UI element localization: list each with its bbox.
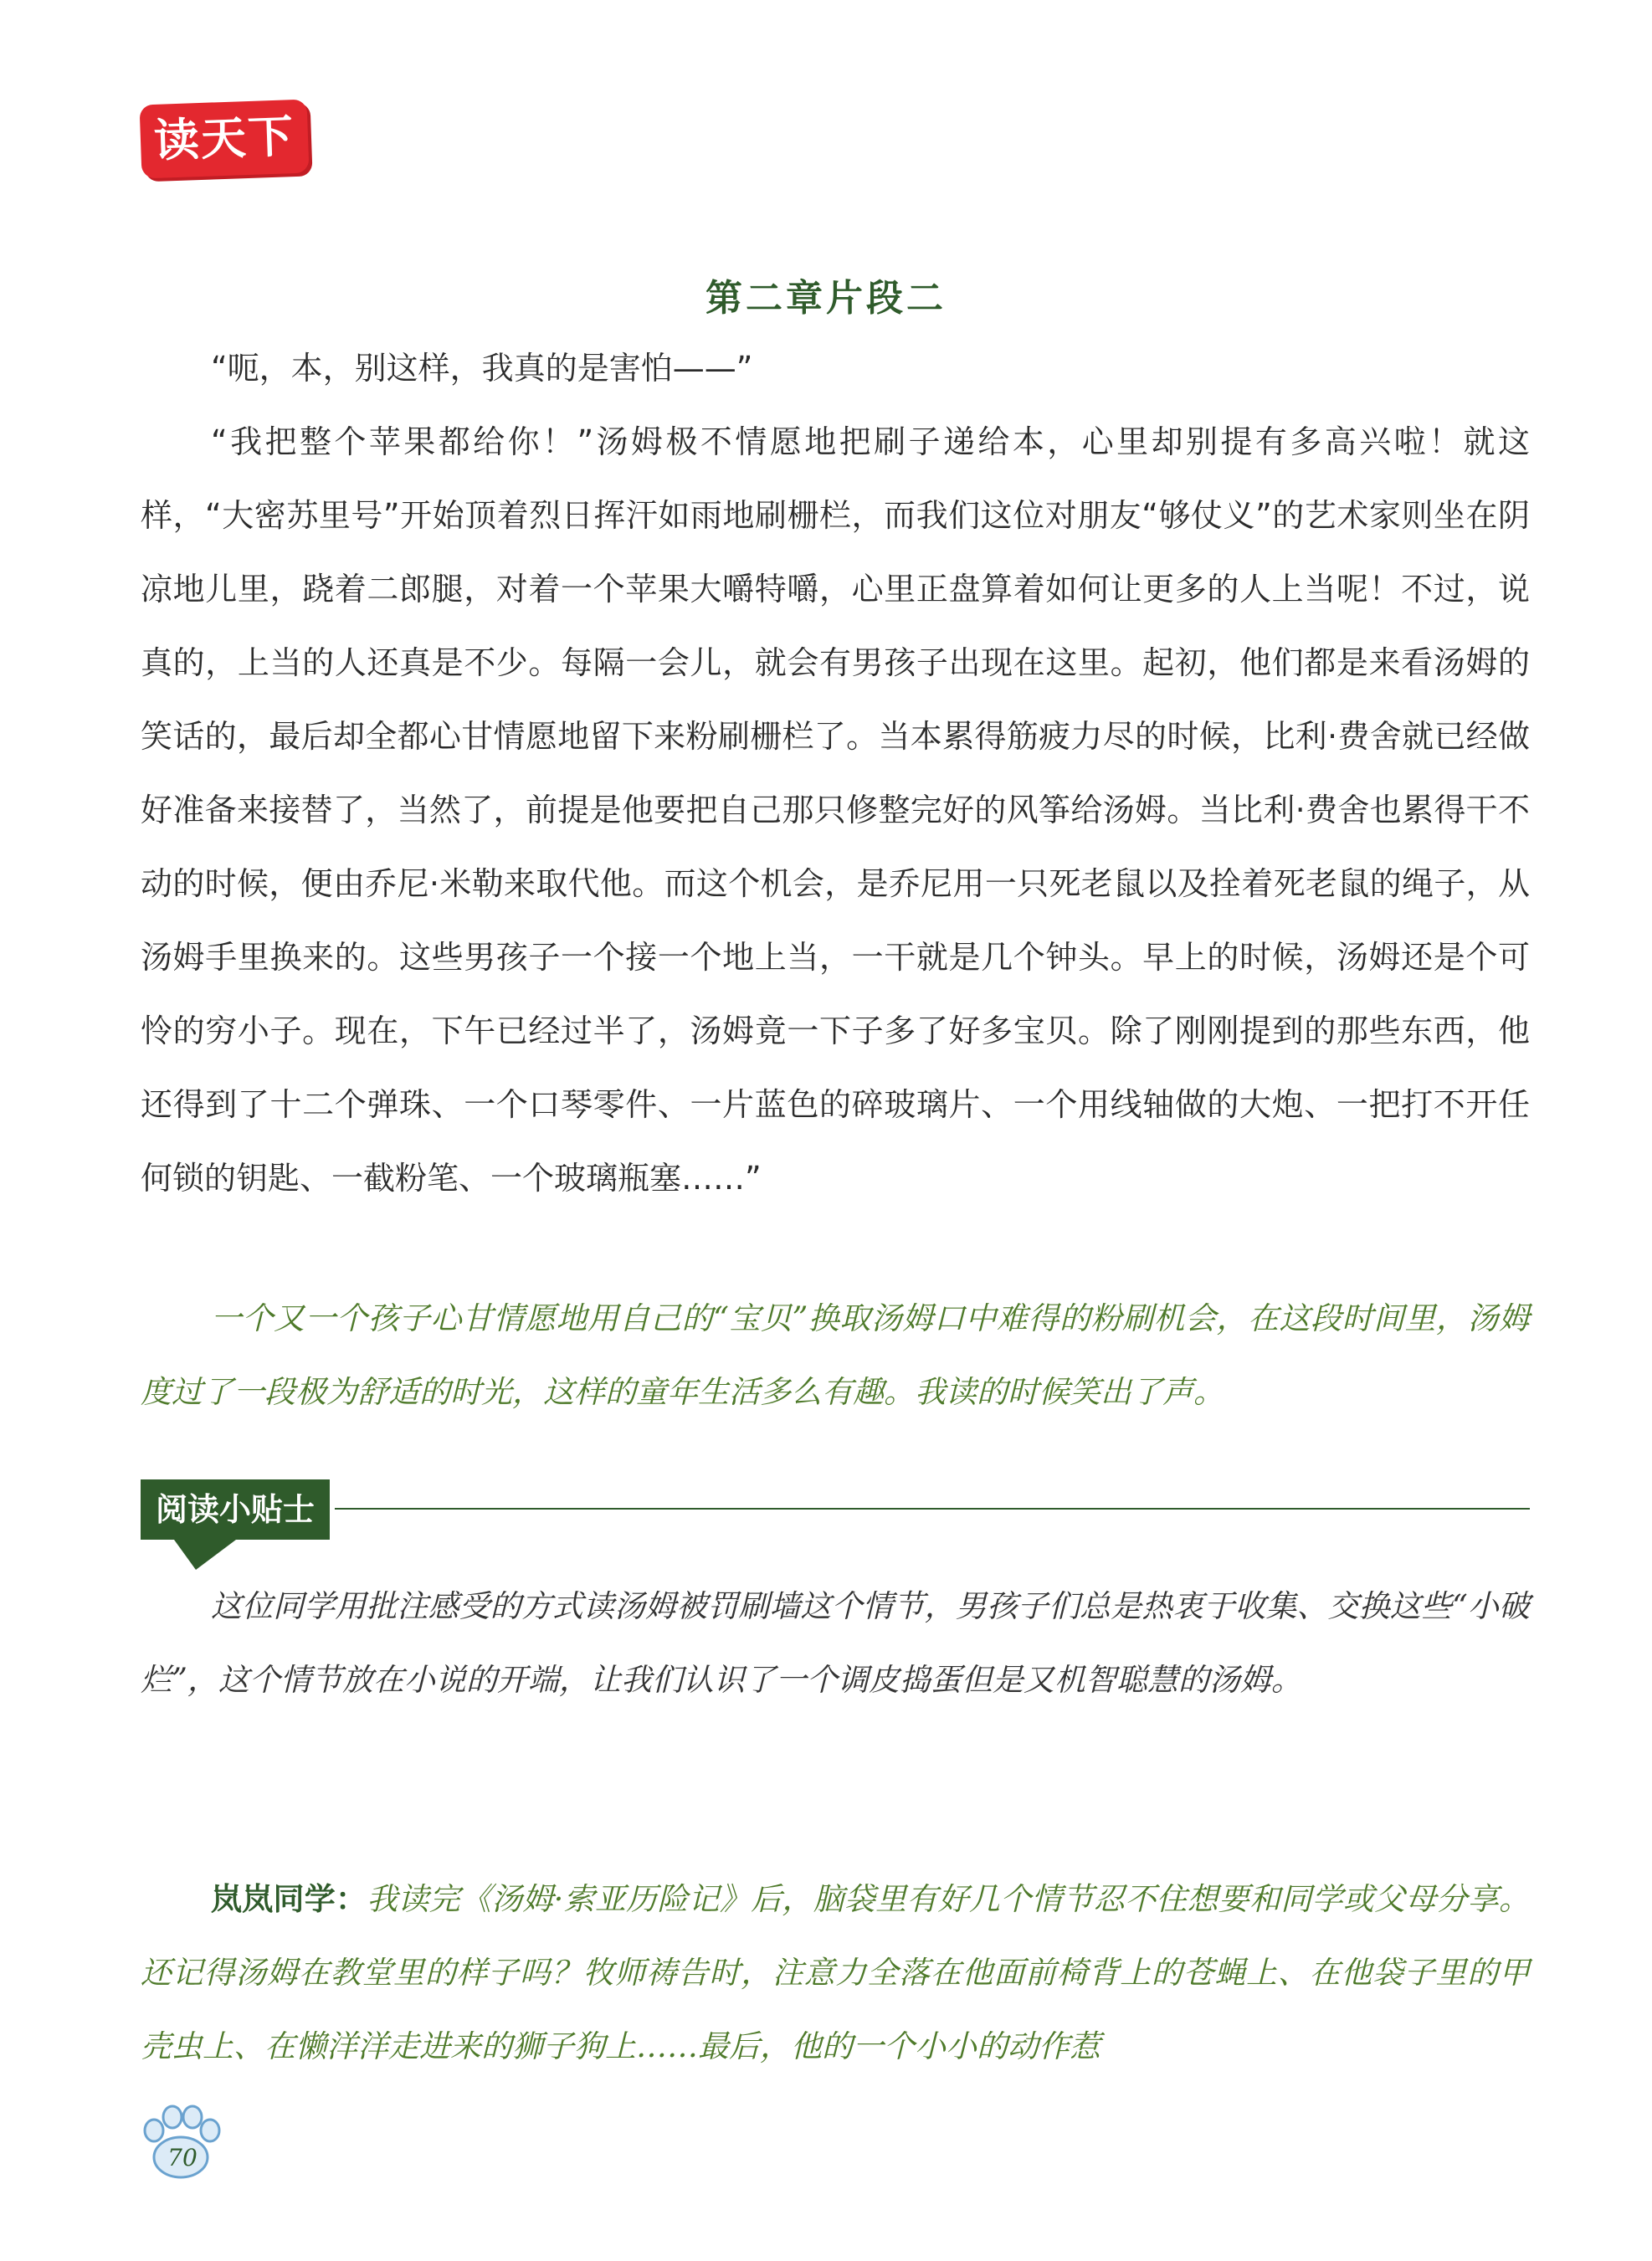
student-paragraph <box>141 1863 1530 2084</box>
page-number: 70 <box>167 2144 198 2171</box>
excerpt-quote-1: “呃，本，别这样，我真的是害怕——” <box>211 350 753 387</box>
reading-tips-label: 阅读小贴士 <box>141 1479 330 1540</box>
reading-tips-body: 这位同学用批注感受的方式读汤姆被罚刷墙这个情节，男孩子们总是热衷于收集、交换这些“小破烂”，这个情节放在小说的开端，让我们认识了一个调皮捣蛋但是又机智聪慧的汤姆。 <box>141 1588 1530 1698</box>
student-name: 岚岚同学： <box>211 1881 367 1917</box>
reading-tips-divider <box>335 1508 1530 1510</box>
section-logo: 读天下 <box>140 100 310 179</box>
student-text: 我读完《汤姆·索亚历险记》后，脑袋里有好几个情节忍不住想要和同学或父母分享。还记得汤姆在教堂里的样子吗？牧师祷告时，注意力全落在他面前椅背上的苍蝇上、在他袋子里的甲壳虫上、在懒洋洋走进来的狮子狗上……最后，他的一个小小的动作惹 <box>141 1881 1530 2064</box>
reader-annotation: 一个又一个孩子心甘情愿地用自己的“宝贝”换取汤姆口中难得的粉刷机会，在这段时间里，汤姆度过了一段极为舒适的时光，这样的童年生活多么有趣。我读的时候笑出了声。 <box>141 1300 1530 1410</box>
chapter-title: 第二章片段二 <box>705 277 947 320</box>
reading-tips-label-tail <box>174 1540 236 1570</box>
excerpt-quote-2: “我把整个苹果都给你！”汤姆极不情愿地把刷子递给本，心里却别提有多高兴啦！就这样，“大密苏里号”开始顶着烈日挥汗如雨地刷栅栏，而我们这位对朋友“够仗义”的艺术家则坐在阴凉地儿里，跷着二郎腿，对着一个苹果大嚼特嚼，心里正盘算着如何让更多的人上当呢！不过，说真的，上当的人还真是不少。每隔一会儿，就会有男孩子出现在这里。起初，他们都是来看汤姆的笑话的，最后却全都心甘情愿地留下来粉刷栅栏了。当本累得筋疲力尽的时候，比利·费舍就已经做好准备来接替了，当然了，前提是他要把自己那只修整完好的风筝给汤姆。当比利·费舍也累得干不动的时候，便由乔尼·米勒来取代他。而这个机会，是乔尼用一只死老鼠以及拴着死老鼠的绳子，从汤姆手里换来的。这些男孩子一个接一个地上当，一干就是几个钟头。早上的时候，汤姆还是个可怜的穷小子。现在，下午已经过半了，汤姆竟一下子多了好多宝贝。除了刚刚提到的那些东西，他还得到了十二个弹珠、一个口琴零件、一片蓝色的碎玻璃片、一个用线轴做的大炮、一把打不开任何锁的钥匙、一截粉笔、一个玻璃瓶塞……” <box>141 423 1530 1197</box>
